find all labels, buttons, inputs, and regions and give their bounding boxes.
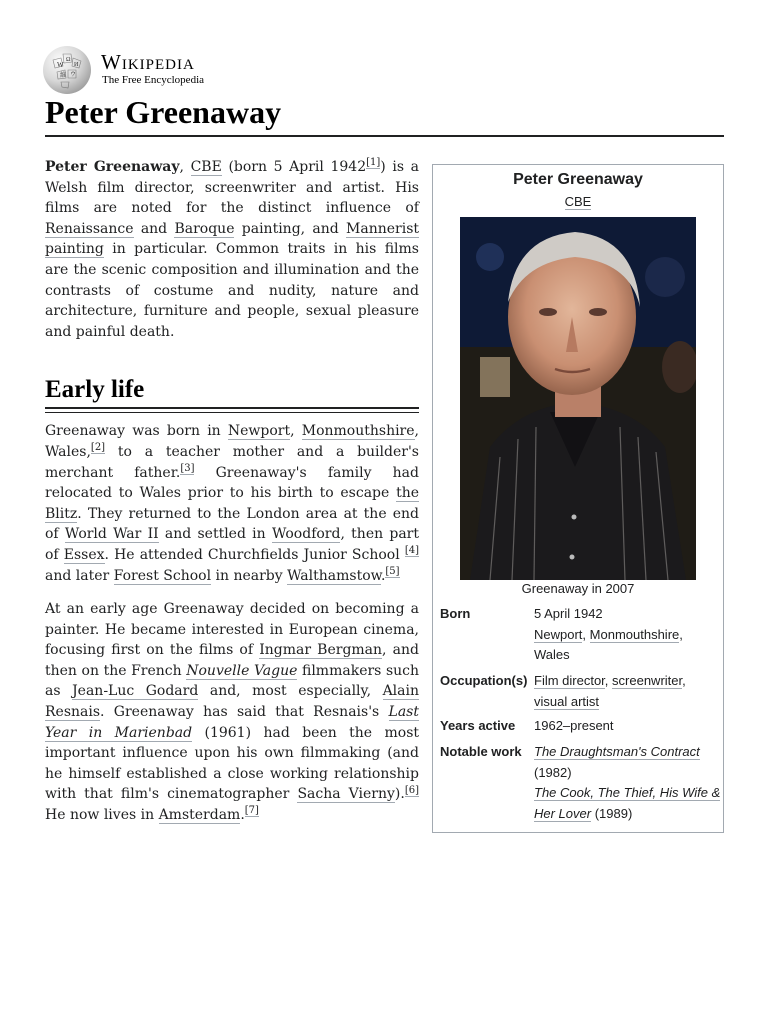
infobox-cbe-link[interactable]: CBE <box>564 194 592 209</box>
ref-7 <box>245 805 259 817</box>
text: and, most especially, <box>198 683 383 700</box>
wikipedia-logo[interactable] <box>43 46 243 94</box>
text: (1961) had been the most important influence upon his own filmmaking (and he himself established a close working relationship with that film's cinematographer <box>45 724 420 803</box>
infobox-monmouthshire-link[interactable]: Monmouthshire <box>589 626 680 642</box>
nouvelle-vague-link[interactable]: Nouvelle Vague <box>186 662 298 679</box>
infobox-title: Peter Greenaway <box>513 171 643 188</box>
text: . Greenaway has said that Resnais's <box>100 704 389 721</box>
svg-text:ウ: ウ <box>70 72 77 78</box>
amsterdam-link[interactable]: Amsterdam <box>158 807 241 824</box>
years-active-label: Years active <box>440 718 516 733</box>
text: Greenaway was born in <box>45 423 228 440</box>
jean-luc-godard-link[interactable]: Jean-Luc Godard <box>72 683 199 700</box>
baroque-link[interactable]: Baroque <box>174 220 235 237</box>
ref-7-link[interactable]: [7] <box>244 805 259 817</box>
portrait-photo[interactable] <box>460 217 696 580</box>
text: At an early age Greenaway decided on becoming a painter. He became interested in European cinema, focusing first on the films of <box>45 601 419 659</box>
ref-1 <box>366 157 380 169</box>
ref-6-link[interactable]: [6] <box>404 784 419 796</box>
section-heading-early-life: Early life <box>45 375 419 409</box>
text: (born 5 April 1942 <box>221 159 367 175</box>
renaissance-link[interactable]: Renaissance <box>45 220 134 237</box>
text: , <box>679 626 683 642</box>
sacha-vierny-link[interactable]: Sacha Vierny <box>297 786 395 803</box>
text: . <box>240 807 245 824</box>
svg-text:W: W <box>57 61 64 69</box>
born-value <box>534 604 724 666</box>
subject-name: Peter Greenaway <box>45 159 180 175</box>
text: , <box>290 423 302 440</box>
ref-5-link[interactable]: [5] <box>385 565 400 577</box>
text: , <box>682 673 686 688</box>
work-year: (1982) <box>534 764 572 780</box>
occupation-label: Occupation(s) <box>440 673 528 688</box>
infobox-newport-link[interactable]: Newport <box>534 626 583 642</box>
film-director-link[interactable]: Film director <box>534 673 605 688</box>
text: in nearby <box>211 567 288 584</box>
text: , <box>582 626 590 642</box>
woodford-link[interactable]: Woodford <box>271 526 341 543</box>
work-year: (1989) <box>591 805 633 821</box>
svg-text:維: 維 <box>60 73 67 79</box>
the-blitz-link[interactable]: the Blitz <box>45 485 419 522</box>
newport-link[interactable]: Newport <box>227 423 291 440</box>
wikipedia-wordmark: Wikipedia <box>101 50 195 74</box>
text: , Wales, <box>45 423 419 460</box>
forest-school-link[interactable]: Forest School <box>113 567 212 584</box>
world-war-ii-link[interactable]: World War II <box>64 526 159 543</box>
birth-date: 5 April 1942 <box>534 606 603 621</box>
text: to a teacher mother and a builder's merchant father. <box>45 443 419 481</box>
birth-country: Wales <box>534 647 570 663</box>
ref-6 <box>405 785 419 797</box>
ref-2-link[interactable]: [2] <box>90 442 106 454</box>
notable-work-value <box>534 742 724 824</box>
text: , <box>179 159 191 175</box>
early-life-paragraph-1 <box>45 421 419 586</box>
ref-5 <box>385 566 399 578</box>
text: painting, and <box>234 220 347 237</box>
text: Greenaway's family had relocated to Wales prior to his birth to escape <box>45 464 419 502</box>
ref-1-link[interactable]: [1] <box>366 157 381 169</box>
visual-artist-link[interactable]: visual artist <box>534 693 600 709</box>
cbe-link[interactable]: CBE <box>190 159 222 175</box>
text: . He attended Churchfields Junior School <box>104 546 405 563</box>
draughtsmans-contract-link[interactable]: The Draughtsman's Contract <box>534 744 700 759</box>
ref-4 <box>405 545 419 557</box>
lead-paragraph <box>45 157 419 342</box>
early-life-paragraph-2 <box>45 599 419 826</box>
text: in particular. Common traits in his films are the scenic composition and illumination and the contrasts of costume and nudity, nature and architecture, furniture and people, sexual pleasure and painful death. <box>45 241 419 340</box>
essex-link[interactable]: Essex <box>63 546 105 563</box>
ingmar-bergman-link[interactable]: Ingmar Bergman <box>259 642 383 659</box>
text: and settled in <box>158 526 272 543</box>
wikipedia-globe-icon <box>43 46 91 94</box>
svg-text:Ω: Ω <box>66 57 71 63</box>
ref-4-link[interactable]: [4] <box>404 545 420 557</box>
article-body <box>45 157 419 839</box>
text: . They returned to the London area at the end of <box>45 505 419 543</box>
years-active-value: 1962–present <box>534 718 614 733</box>
last-year-in-marienbad-link[interactable]: Last Year in Marienbad <box>45 704 419 741</box>
screenwriter-link[interactable]: screenwriter <box>612 673 683 688</box>
text: , then part of <box>45 526 419 563</box>
photo-caption: Greenaway in 2007 <box>521 581 635 596</box>
text: filmmakers such as <box>45 662 420 700</box>
mannerist-painting-link[interactable]: Mannerist painting <box>45 220 420 258</box>
cook-thief-wife-lover-link[interactable]: The Cook, The Thief, His Wife & Her Lover <box>534 785 721 821</box>
ref-2 <box>91 442 105 454</box>
text: and later <box>45 567 114 584</box>
occupation-value <box>534 671 724 712</box>
infobox <box>432 164 724 833</box>
text: ) is a Welsh film director, screenwriter and artist. His films are noted for the distinct influence of <box>45 159 420 217</box>
infobox-subtitle <box>433 194 723 209</box>
text: , <box>604 673 613 688</box>
text: and <box>133 220 175 237</box>
wikipedia-tagline: The Free Encyclopedia <box>102 74 205 86</box>
text: . <box>380 567 386 584</box>
svg-text:И: И <box>74 62 79 68</box>
text: ). <box>394 786 405 803</box>
text: He now lives in <box>45 807 159 824</box>
monmouthshire-link[interactable]: Monmouthshire <box>301 423 415 440</box>
text: , and then on the French <box>45 642 419 679</box>
born-label: Born <box>440 606 471 621</box>
ref-3-link[interactable]: [3] <box>180 462 195 474</box>
notable-work-label: Notable work <box>440 744 522 759</box>
page-title: Peter Greenaway <box>45 90 724 137</box>
ref-3 <box>180 463 194 475</box>
alain-resnais-link[interactable]: Alain Resnais <box>45 683 419 721</box>
walthamstow-link[interactable]: Walthamstow <box>287 567 381 584</box>
